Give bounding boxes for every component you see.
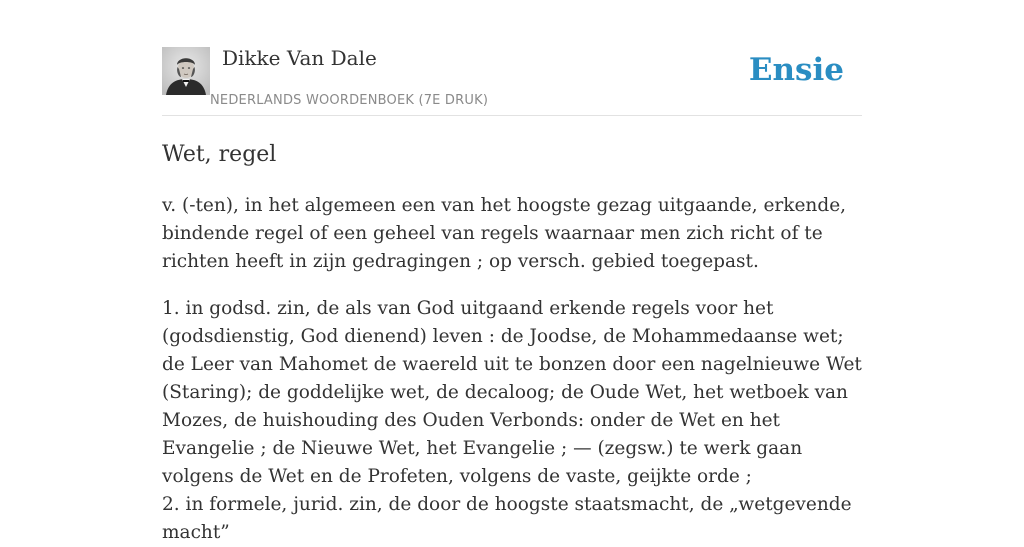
ensie-logo[interactable]: Ensie xyxy=(748,52,844,88)
author-avatar[interactable] xyxy=(162,47,210,95)
source-title[interactable]: NEDERLANDS WOORDENBOEK (7E DRUK) xyxy=(210,93,489,108)
entry-header xyxy=(162,46,862,116)
page-title: Wet, regel xyxy=(162,142,277,167)
definition-paragraph: v. (-ten), in het algemeen een van het hoogste gezag uitgaande, erkende, bindende regel of een geheel van regels waarnaar men zich richt of te richten heeft in zijn gedragingen ; op versch. gebied toegepast. xyxy=(162,195,847,272)
entry-body xyxy=(162,192,862,547)
sense-1-paragraph: 1. in godsd. zin, de als van God uitgaand erkende regels voor het (godsdienstig, God dienend) leven : de Joodse, de Mohammedaanse wet; de Leer van Mahomet de waereld uit te bonzen door een nagelnieuwe Wet (Staring); de goddelijke wet, de decaloog; de Oude Wet, het wetboek van Mozes, de huishouding des Ouden Verbonds: onder de Wet en het Evangelie ; de Nieuwe Wet, het Evangelie ; — (zegsw.) te werk gaan volgens de Wet en de Profeten, volgens de vaste, geijkte orde ; xyxy=(162,298,862,487)
author-portrait-icon xyxy=(162,47,210,95)
author-name[interactable]: Dikke Van Dale xyxy=(222,46,377,70)
sense-2-paragraph: 2. in formele, jurid. zin, de door de hoogste staatsmacht, de „wetgevende macht” xyxy=(162,494,852,543)
